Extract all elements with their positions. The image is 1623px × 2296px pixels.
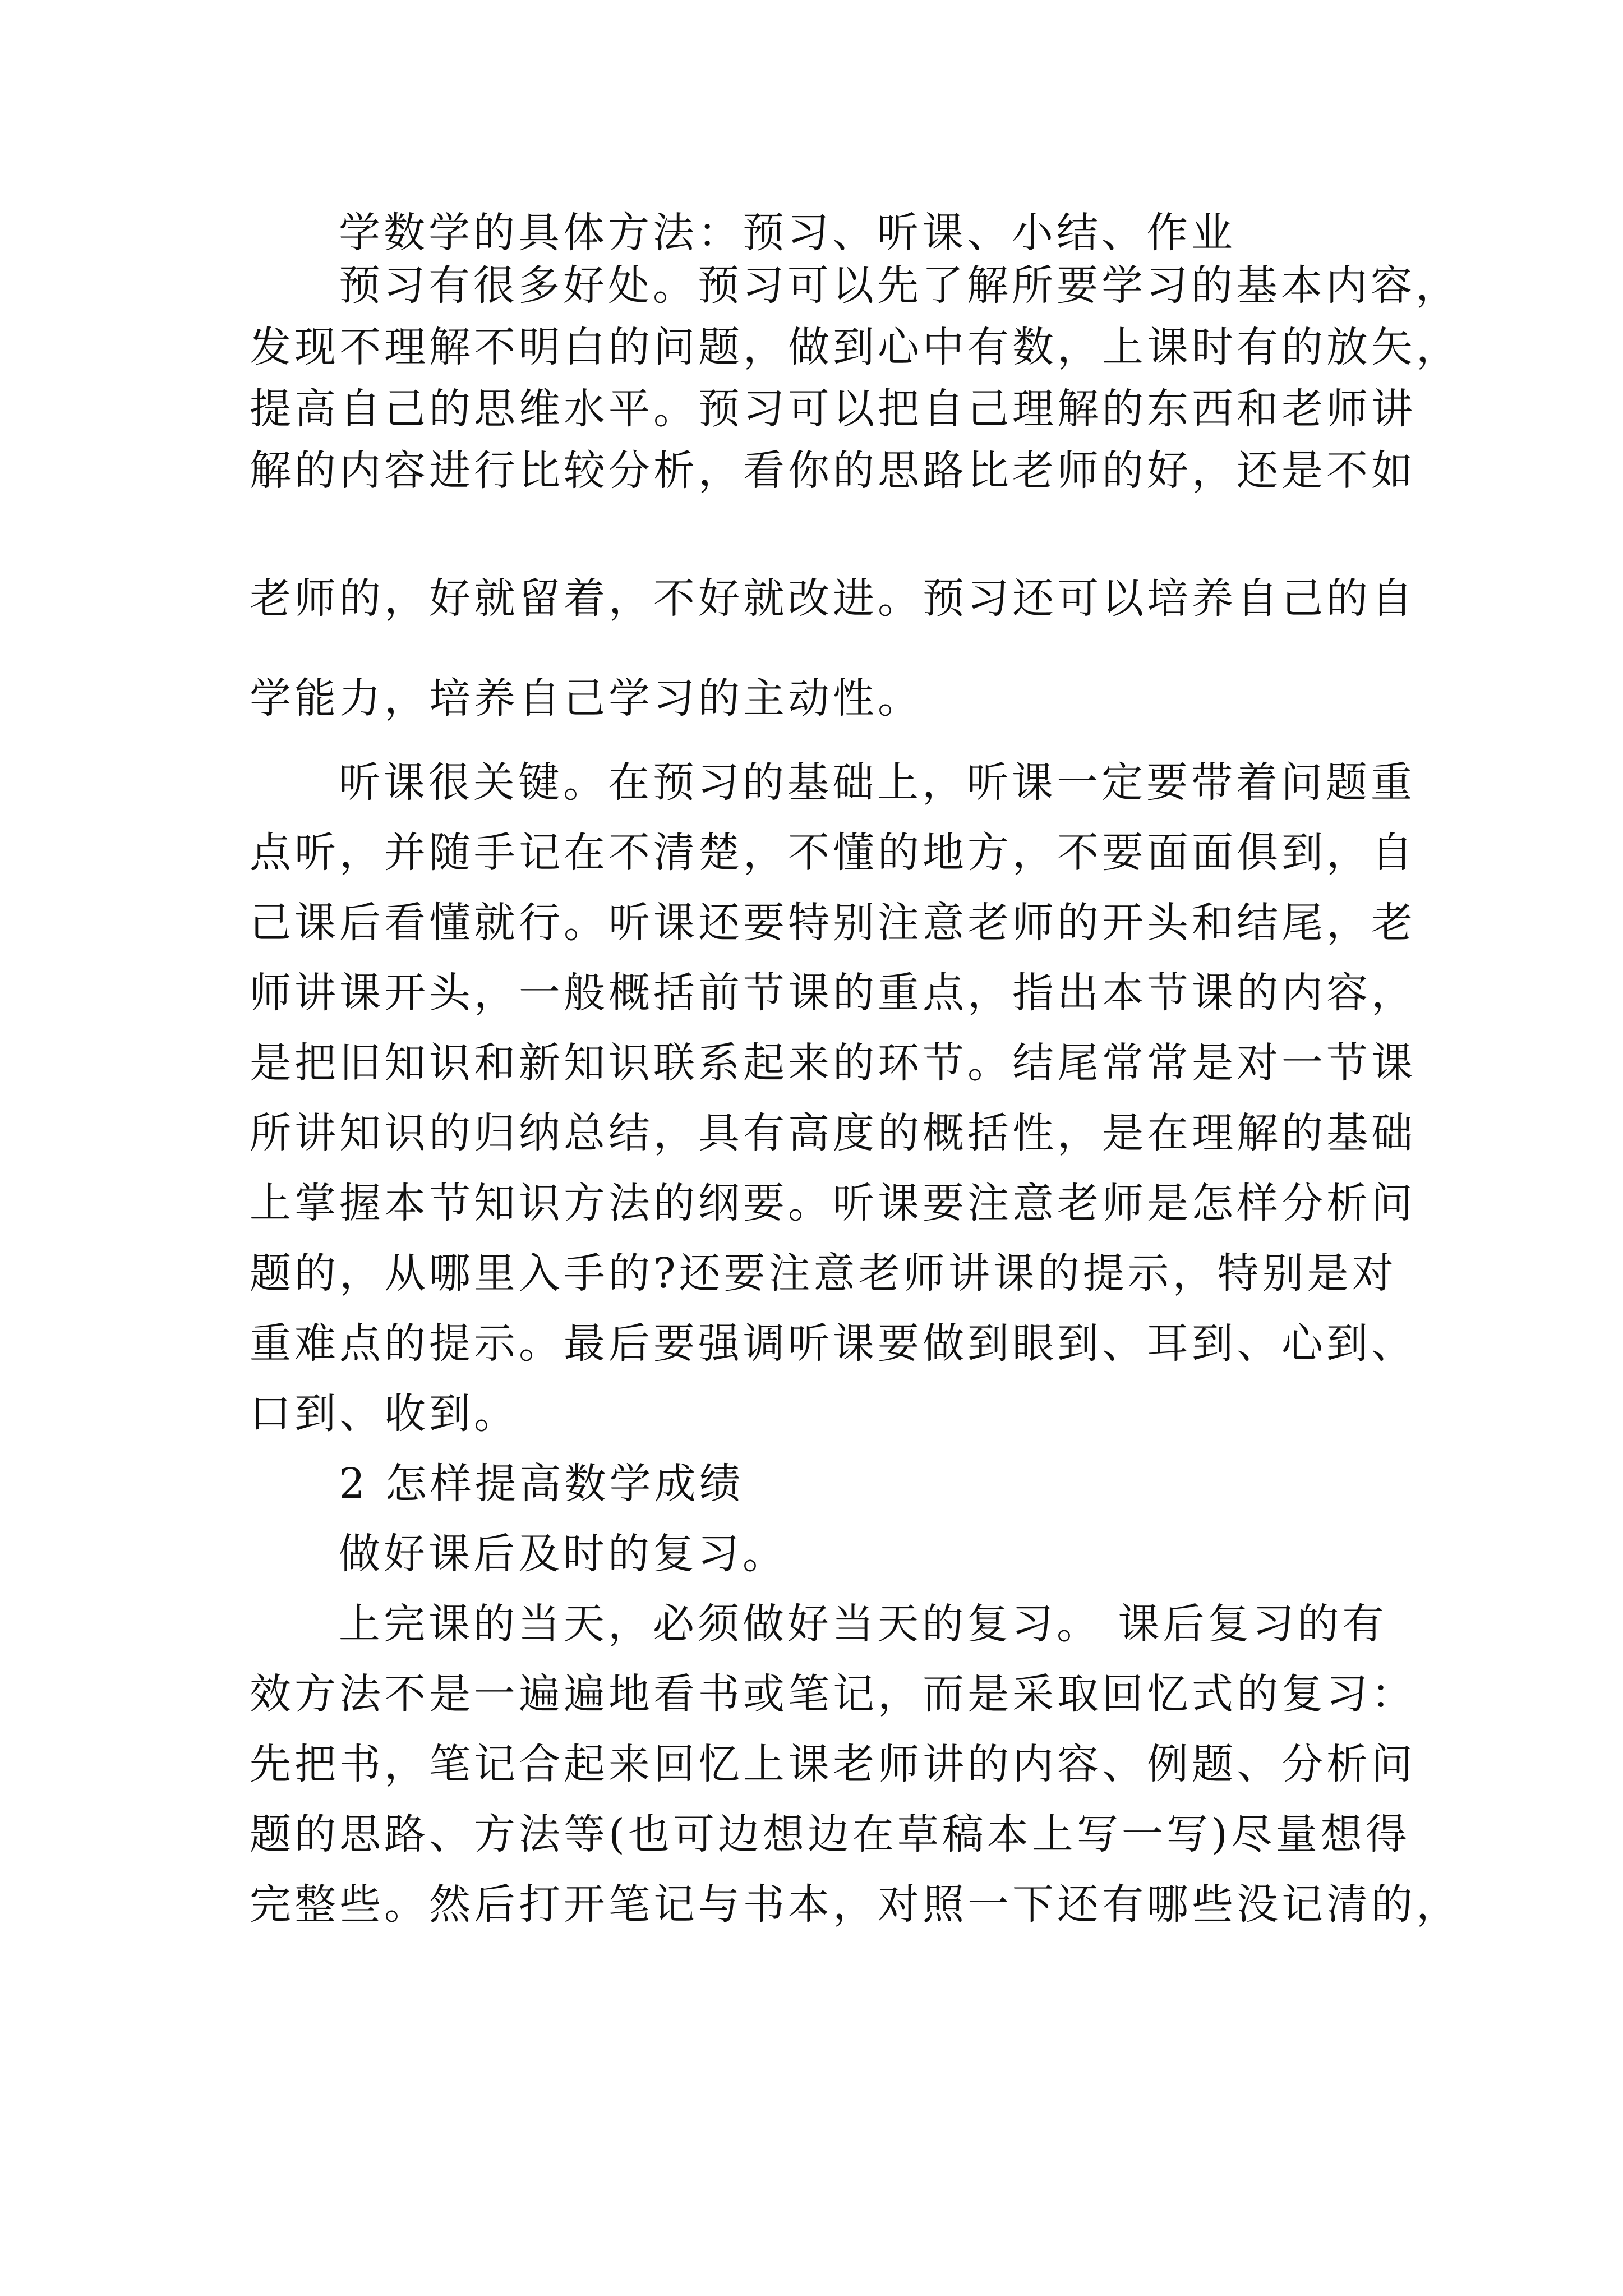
paragraph-line: 老师的，好就留着，不好就改进。预习还可以培养自己的自 <box>250 574 1416 623</box>
paragraph-line: 所讲知识的归纳总结，具有高度的概括性，是在理解的基础 <box>250 1109 1416 1157</box>
paragraph-line: 听课很关键。在预习的基础上，听课一定要带着问题重 <box>339 758 1415 807</box>
paragraph-line: 提高自己的思维水平。预习可以把自己理解的东西和老师讲 <box>250 385 1416 433</box>
paragraph-line: 题的，从哪里入手的?还要注意老师讲课的提示，特别是对 <box>250 1249 1397 1297</box>
paragraph-line: 是把旧知识和新知识联系起来的环节。结尾常常是对一节课 <box>250 1039 1416 1087</box>
paragraph-line: 发现不理解不明白的问题，做到心中有数，上课时有的放矢， <box>250 323 1461 371</box>
paragraph-line: 先把书，笔记合起来回忆上课老师讲的内容、例题、分析问 <box>250 1740 1416 1788</box>
paragraph-line: 口到、收到。 <box>250 1389 519 1438</box>
section-heading: 2 怎样提高数学成绩 <box>339 1460 744 1508</box>
paragraph-line: 题的思路、方法等(也可边想边在草稿本上写一写)尽量想得 <box>250 1810 1410 1858</box>
paragraph-line: 做好课后及时的复习。 <box>339 1530 787 1578</box>
paragraph-line: 完整些。然后打开笔记与书本，对照一下还有哪些没记清的， <box>250 1880 1461 1929</box>
paragraph-line: 己课后看懂就行。听课还要特别注意老师的开头和结尾，老 <box>250 899 1416 947</box>
paragraph-line: 重难点的提示。最后要强调听课要做到眼到、耳到、心到、 <box>250 1319 1416 1368</box>
paragraph-line: 上完课的当天，必须做好当天的复习。 课后复习的有 <box>339 1600 1387 1648</box>
paragraph-line: 效方法不是一遍遍地看书或笔记，而是采取回忆式的复习： <box>250 1670 1416 1718</box>
paragraph-line: 点听，并随手记在不清楚，不懂的地方，不要面面俱到，自 <box>250 829 1416 877</box>
paragraph-line: 上掌握本节知识方法的纲要。听课要注意老师是怎样分析问 <box>250 1179 1416 1227</box>
paragraph-line: 学能力，培养自己学习的主动性。 <box>250 674 923 723</box>
paragraph-line: 预习有很多好处。预习可以先了解所要学习的基本内容， <box>339 261 1460 310</box>
paragraph-line: 师讲课开头，一般概括前节课的重点，指出本节课的内容， <box>250 969 1416 1017</box>
heading-line: 学数学的具体方法：预习、听课、小结、作业 <box>339 209 1236 257</box>
paragraph-line: 解的内容进行比较分析，看你的思路比老师的好，还是不如 <box>250 447 1416 495</box>
